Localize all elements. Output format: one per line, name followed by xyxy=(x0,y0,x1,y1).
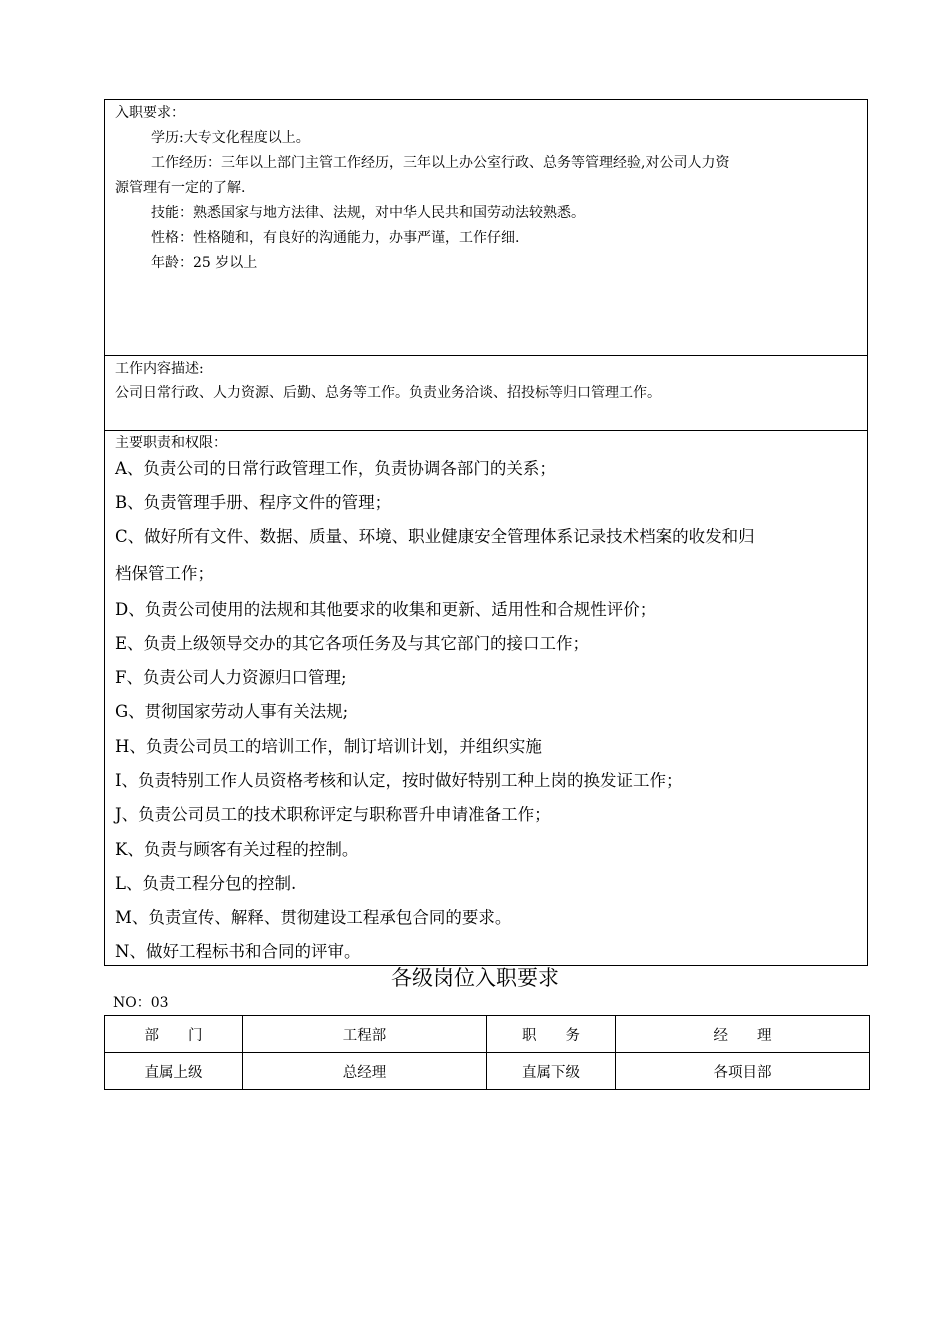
requirements-section xyxy=(104,99,868,355)
direct-superior-label: 直属上级 xyxy=(105,1053,243,1090)
duties-heading: 主要职责和权限： xyxy=(115,435,227,451)
duty-item: C、做好所有文件、数据、质量、环境、职业健康安全管理体系记录技术档案的收发和归 xyxy=(115,527,755,546)
position-label: 职 务 xyxy=(487,1016,616,1053)
direct-subordinate-value: 各项目部 xyxy=(616,1053,870,1090)
age-requirement: 年龄：25 岁以上 xyxy=(151,255,258,271)
duty-item: 档保管工作； xyxy=(115,564,214,583)
direct-subordinate-label: 直属下级 xyxy=(487,1053,616,1090)
experience-requirement: 工作经历：三年以上部门主管工作经历，三年以上办公室行政、总务等管理经验,对公司人力资 xyxy=(151,155,730,171)
duty-item: E、负责上级领导交办的其它各项任务及与其它部门的接口工作； xyxy=(115,634,590,653)
duty-item: K、负责与顾客有关过程的控制。 xyxy=(115,840,359,859)
duty-item: B、负责管理手册、程序文件的管理； xyxy=(115,493,392,512)
duty-item: F、负责公司人力资源归口管理; xyxy=(115,668,347,687)
requirements-heading: 入职要求： xyxy=(115,105,185,121)
job-description-section xyxy=(104,355,868,430)
job-description-heading: 工作内容描述: xyxy=(115,361,204,377)
document-title: 各级岗位入职要求 xyxy=(391,966,559,990)
duties-section xyxy=(104,430,868,966)
duty-item: G、贯彻国家劳动人事有关法规; xyxy=(115,702,349,721)
department-value: 工程部 xyxy=(243,1016,487,1053)
job-description-text: 公司日常行政、人力资源、后勤、总务等工作。负责业务洽谈、招投标等归口管理工作。 xyxy=(115,385,661,401)
skills-requirement: 技能：熟悉国家与地方法律、法规，对中华人民共和国劳动法较熟悉。 xyxy=(151,205,585,221)
experience-requirement-cont: 源管理有一定的了解. xyxy=(115,180,246,196)
table-row xyxy=(105,1016,870,1053)
position-info-table xyxy=(104,1015,870,1090)
duty-item: I、负责特别工作人员资格考核和认定，按时做好特别工种上岗的换发证工作； xyxy=(115,771,683,790)
duty-item: J、负责公司员工的技术职称评定与职称晋升申请准备工作； xyxy=(115,805,551,824)
duty-item: A、负责公司的日常行政管理工作，负责协调各部门的关系； xyxy=(115,459,556,478)
position-value: 经 理 xyxy=(616,1016,870,1053)
education-requirement: 学历:大专文化程度以上。 xyxy=(151,130,310,146)
document-number: NO：03 xyxy=(113,995,169,1011)
duty-item: D、负责公司使用的法规和其他要求的收集和更新、适用性和合规性评价； xyxy=(115,600,657,619)
duty-item: M、负责宣传、解释、贯彻建设工程承包合同的要求。 xyxy=(115,908,512,927)
duty-item: H、负责公司员工的培训工作，制订培训计划，并组织实施 xyxy=(115,737,542,756)
personality-requirement: 性格：性格随和，有良好的沟通能力，办事严谨，工作仔细. xyxy=(151,230,520,246)
department-label: 部 门 xyxy=(105,1016,243,1053)
duty-item: L、负责工程分包的控制. xyxy=(115,874,297,893)
direct-superior-value: 总经理 xyxy=(243,1053,487,1090)
duty-item: N、做好工程标书和合同的评审。 xyxy=(115,942,361,961)
table-row xyxy=(105,1053,870,1090)
